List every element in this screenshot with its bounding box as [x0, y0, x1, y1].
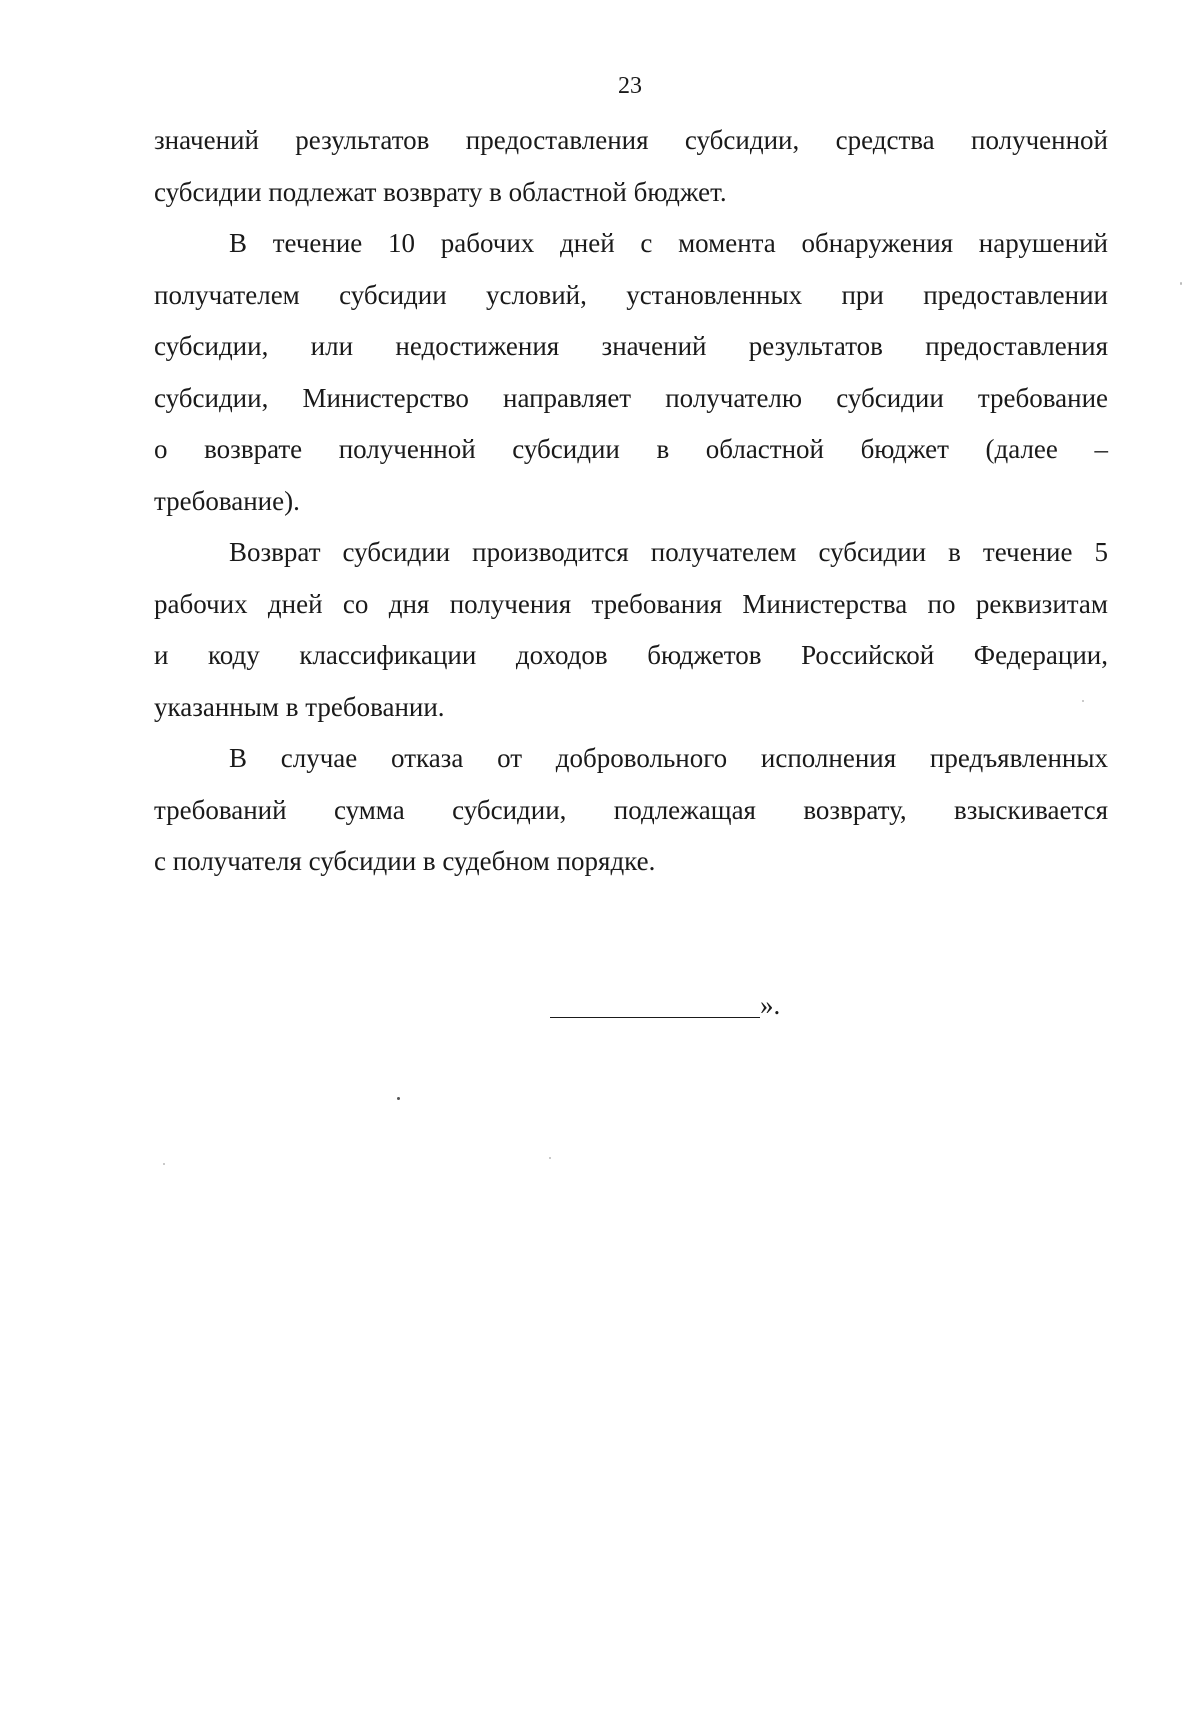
paragraph-line: субсидии, или недостижения значений результатов предоставления — [154, 331, 1108, 361]
closing-quote-mark: ». — [760, 990, 781, 1020]
scan-speck — [1180, 282, 1182, 285]
paragraph-line: значений результатов предоставления субсидии, средства полученной — [154, 125, 1108, 155]
scan-speck — [163, 1163, 165, 1165]
paragraph-line: получателем субсидии условий, установленных при предоставлении — [154, 279, 1108, 310]
blank-underline — [550, 1017, 760, 1018]
paragraph-line: субсидии, Министерство направляет получателю субсидии требование — [154, 382, 1108, 413]
paragraph-line: субсидии подлежат возврату в областной бюджет. — [154, 176, 727, 207]
paragraph-line: и коду классификации доходов бюджетов Российской Федерации, — [154, 640, 1108, 670]
paragraph-line: с получателя субсидии в судебном порядке. — [154, 846, 656, 876]
scan-speck — [549, 1157, 551, 1159]
paragraph-line: рабочих дней со дня получения требования Министерства по реквизитам — [154, 588, 1108, 619]
scan-speck — [397, 1097, 400, 1100]
paragraph-line: требование). — [154, 485, 300, 516]
paragraph-3 — [154, 527, 1108, 733]
paragraph-line: Возврат субсидии производится получателем субсидии в течение 5 — [229, 537, 1108, 567]
paragraph-line: указанным в требовании. — [154, 691, 445, 722]
paragraph-line: В течение 10 рабочих дней с момента обнаружения нарушений — [229, 228, 1108, 258]
paragraph-1 — [154, 115, 1108, 218]
document-body — [154, 115, 1108, 888]
paragraph-2 — [154, 218, 1108, 527]
scan-speck — [1082, 700, 1084, 702]
paragraph-line: о возврате полученной субсидии в областной бюджет (далее – — [154, 434, 1108, 464]
paragraph-4 — [154, 733, 1108, 888]
paragraph-line: В случае отказа от добровольного исполнения предъявленных — [229, 743, 1108, 773]
paragraph-line: требований сумма субсидии, подлежащая возврату, взыскивается — [154, 794, 1108, 825]
closing-line — [550, 990, 780, 1020]
page-number: 23 — [618, 73, 642, 99]
